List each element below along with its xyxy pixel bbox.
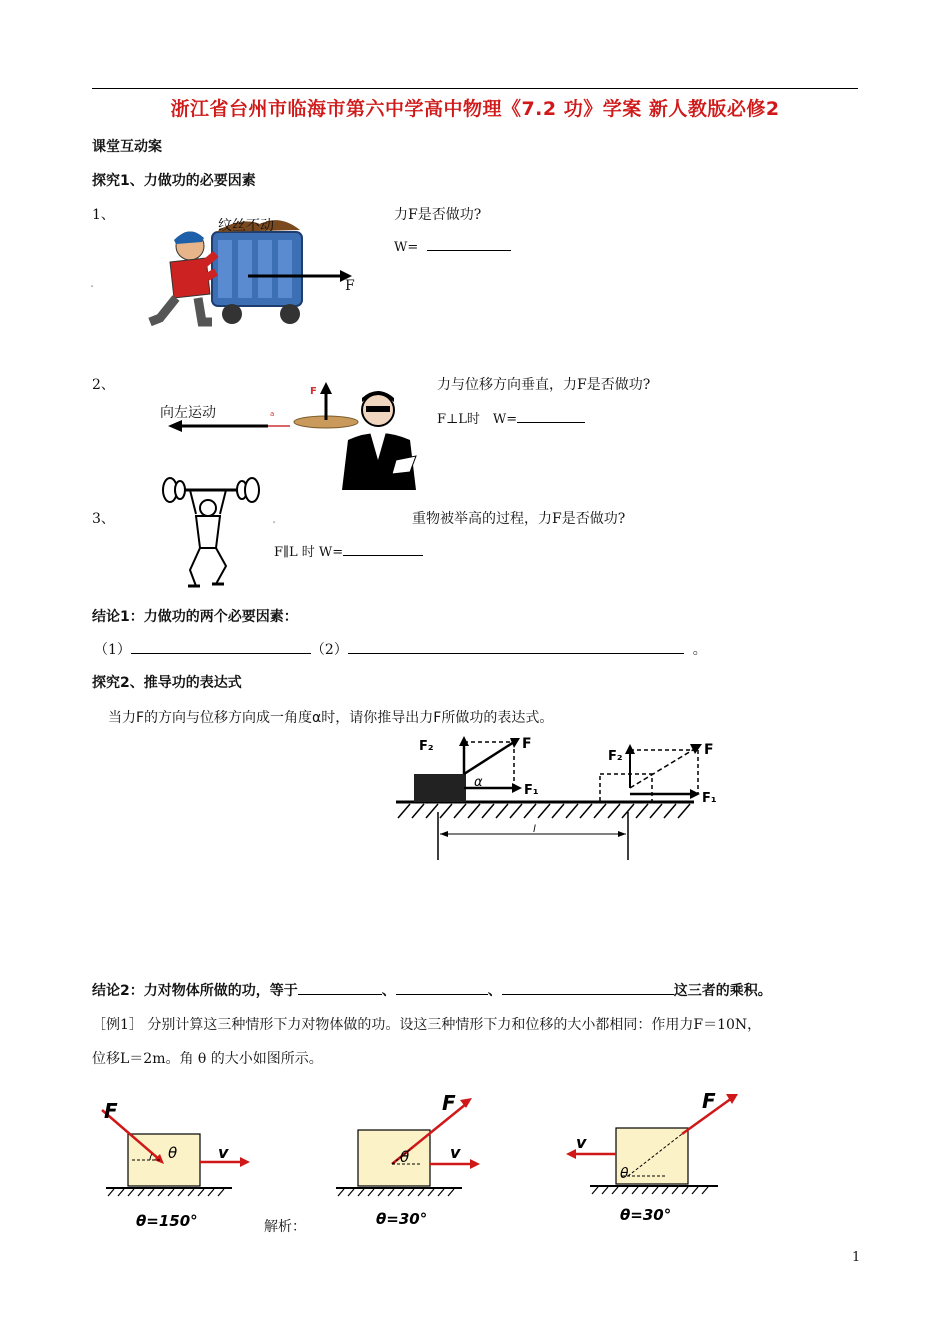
dot-marker: .	[90, 276, 95, 291]
example-figure-3	[562, 1082, 752, 1232]
fig3-caption: θ=30°	[620, 1206, 672, 1224]
fig-l-label: l	[533, 824, 536, 835]
page-number: 1	[852, 1250, 861, 1265]
fig1-v-label: v	[218, 1143, 229, 1162]
item3-w: F∥L 时 W=	[274, 541, 423, 560]
fig-alpha-label: α	[474, 775, 483, 790]
example1-line1: ［例1］ 分别计算这三种情形下力对物体做的功。设这三种情形下力和位移的大小都相同：作用力F＝10N，	[92, 1017, 762, 1033]
conclusion1-blanks: （1） （2） 。	[94, 639, 707, 659]
item2-question: 力与位移方向垂直，力F是否做功?	[437, 377, 651, 393]
conclusion1-heading: 结论1：力做功的两个必要因素：	[92, 609, 298, 625]
fig-f-label-right: F	[704, 742, 714, 758]
page-title: 浙江省台州市临海市第六中学高中物理《7.2 功》学案 新人教版必修2	[170, 98, 780, 120]
dot-marker-2: .	[272, 512, 277, 527]
fig3-v-label: v	[576, 1133, 587, 1152]
fig2-f-label: F	[442, 1091, 456, 1115]
figure-weightlifter	[156, 474, 268, 592]
fig-f1-label-right: F₁	[702, 791, 717, 806]
item3-blank[interactable]	[343, 541, 423, 556]
label-force-2: F	[310, 386, 317, 397]
svg-text:a: a	[270, 410, 275, 418]
fig3-theta-label: θ	[620, 1166, 629, 1182]
item1-w: W=	[394, 236, 511, 255]
top-rule	[92, 88, 858, 89]
product-blank-3[interactable]	[502, 980, 674, 995]
item3-number: 3、	[92, 511, 115, 527]
product-blank-2[interactable]	[396, 980, 488, 995]
item1-blank[interactable]	[427, 236, 511, 251]
fig-f2-label: F₂	[419, 739, 434, 754]
explore1-heading: 探究1、力做功的必要因素	[92, 173, 256, 189]
fig2-theta-label: θ	[400, 1148, 410, 1166]
example1-line2: 位移L＝2m。角 θ 的大小如图所示。	[92, 1051, 323, 1067]
fig3-f-label: F	[702, 1089, 716, 1113]
factor2-blank[interactable]	[348, 639, 684, 654]
product-blank-1[interactable]	[298, 980, 382, 995]
fig2-caption: θ=30°	[376, 1210, 428, 1228]
item2-number: 2、	[92, 377, 115, 393]
example-figure-1	[92, 1090, 262, 1238]
label-still: 纹丝不动	[218, 218, 274, 234]
item2-blank[interactable]	[517, 408, 585, 423]
example-figure-2	[332, 1084, 492, 1234]
explore2-prompt: 当力F的方向与位移方向成一角度α时，请你推导出力F所做功的表达式。	[108, 710, 554, 726]
conclusion2: 结论2：力对物体所做的功，等于 、 、 这三者的乘积。	[92, 980, 772, 1000]
fig1-f-label: F	[104, 1099, 118, 1123]
item1-question: 力F是否做功?	[394, 207, 482, 223]
section-class: 课堂互动案	[92, 139, 162, 155]
item3-question: 重物被举高的过程，力F是否做功?	[412, 511, 626, 527]
fig2-v-label: v	[450, 1143, 461, 1162]
fig-f1-label: F₁	[524, 783, 539, 798]
explore2-heading: 探究2、推导功的表达式	[92, 675, 242, 691]
analysis-label: 解析：	[264, 1219, 306, 1235]
item2-w: F⊥L时 W=	[437, 408, 585, 427]
figure-force-decomposition	[390, 734, 717, 864]
fig1-theta-label: θ	[168, 1144, 178, 1162]
label-force-1: F	[345, 278, 355, 294]
fig1-caption: θ=150°	[136, 1212, 198, 1230]
fig-f-label: F	[522, 736, 532, 752]
item1-number: 1、	[92, 207, 115, 223]
label-move-left: 向左运动	[160, 405, 216, 421]
fig-f2-label-right: F₂	[608, 749, 623, 764]
factor1-blank[interactable]	[131, 639, 311, 654]
